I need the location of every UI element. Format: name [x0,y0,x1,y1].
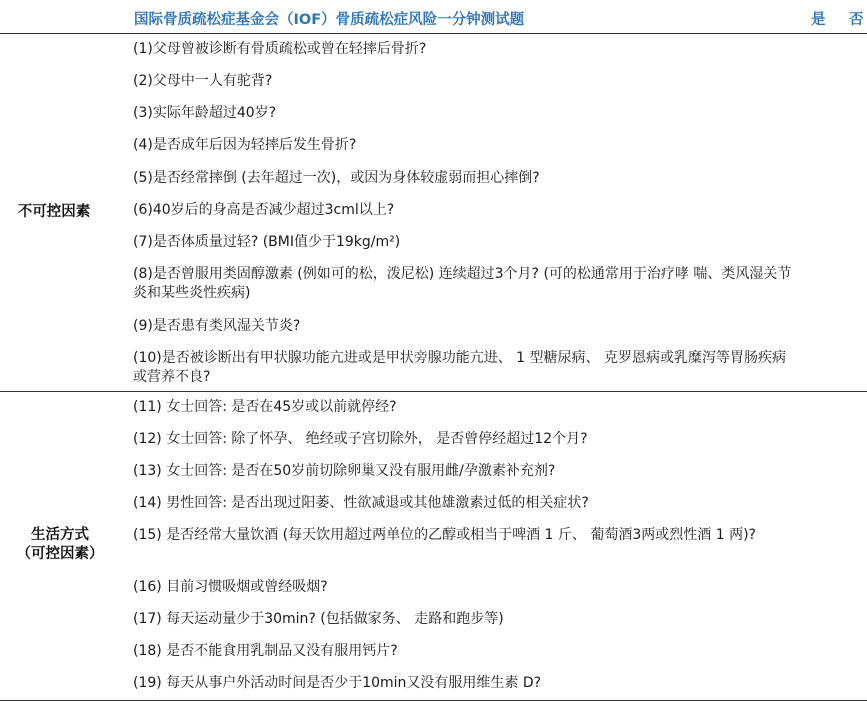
question-18: (18) 是否不能食用乳制品又没有服用钙片? [133,643,398,659]
question-10: (10)是否被诊断出有甲状腺功能亢进或是甲状旁腺功能亢进、 1 型糖尿病、 克罗恩病或乳糜泻等胃肠疾病或营养不良? [133,350,786,385]
question-5: (5)是否经常摔倒 (去年超过一次)，或因为身体较虚弱而担心摔倒? [133,170,540,186]
question-9: (9)是否患有类风湿关节炎? [133,318,301,334]
question-1: (1)父母曾被诊断有骨质疏松或曾在轻摔后骨折? [133,41,427,57]
question-8: (8)是否曾服用类固醇激素 (例如可的松，泼尼松) 连续超过3个月? (可的松通常用于治疗哮 喘、类风湿关节炎和某些炎性疾病) [133,266,792,301]
question-6: (6)40岁后的身高是否减少超过3cml以上? [133,202,395,218]
question-14: (14) 男性回答: 是否出现过阳萎、性欲减退或其他雄激素过低的相关症状? [133,495,589,511]
question-2: (2)父母中一人有驼背? [133,73,273,89]
table-header [0,0,867,34]
question-13: (13) 女士回答: 是否在50岁前切除卵巢又没有服用雌/孕激素补充剂? [133,463,556,479]
question-3: (3)实际年龄超过40岁? [133,105,277,121]
question-17: (17) 每天运动量少于30min? (包括做家务、 走路和跑步等) [133,611,504,627]
column-header-yes: 是 [811,12,826,28]
category-label-line1: 生活方式 [31,527,89,543]
column-header-no: 否 [849,12,864,28]
question-4: (4)是否成年后因为轻摔后发生骨折? [133,137,357,153]
section-lifestyle-factors [0,392,867,701]
question-7: (7)是否体质量过轻? (BMI值少于19kg/m²) [133,234,401,250]
question-15: (15) 是否经常大量饮酒 (每天饮用超过两单位的乙醇或相当于啤酒 1 斤、 葡萄酒3两或烈性酒 1 两)? [133,527,756,543]
question-16: (16) 目前习惯吸烟或曾经吸烟? [133,579,328,595]
category-label [0,526,120,564]
section-uncontrollable-factors [0,34,867,392]
page-title: 国际骨质疏松症基金会（IOF）骨质疏松症风险一分钟测试题 [134,12,525,28]
category-label: 不可控因素 [17,204,91,220]
question-12: (12) 女士回答: 除了怀孕、 绝经或子宫切除外， 是否曾停经超过12个月? [133,431,588,447]
question-11: (11) 女士回答: 是否在45岁或以前就停经? [133,399,397,415]
category-label-line2: （可控因素） [16,546,104,562]
question-19: (19) 每天从事户外活动时间是否少于10min又没有服用维生素 D? [133,675,542,691]
